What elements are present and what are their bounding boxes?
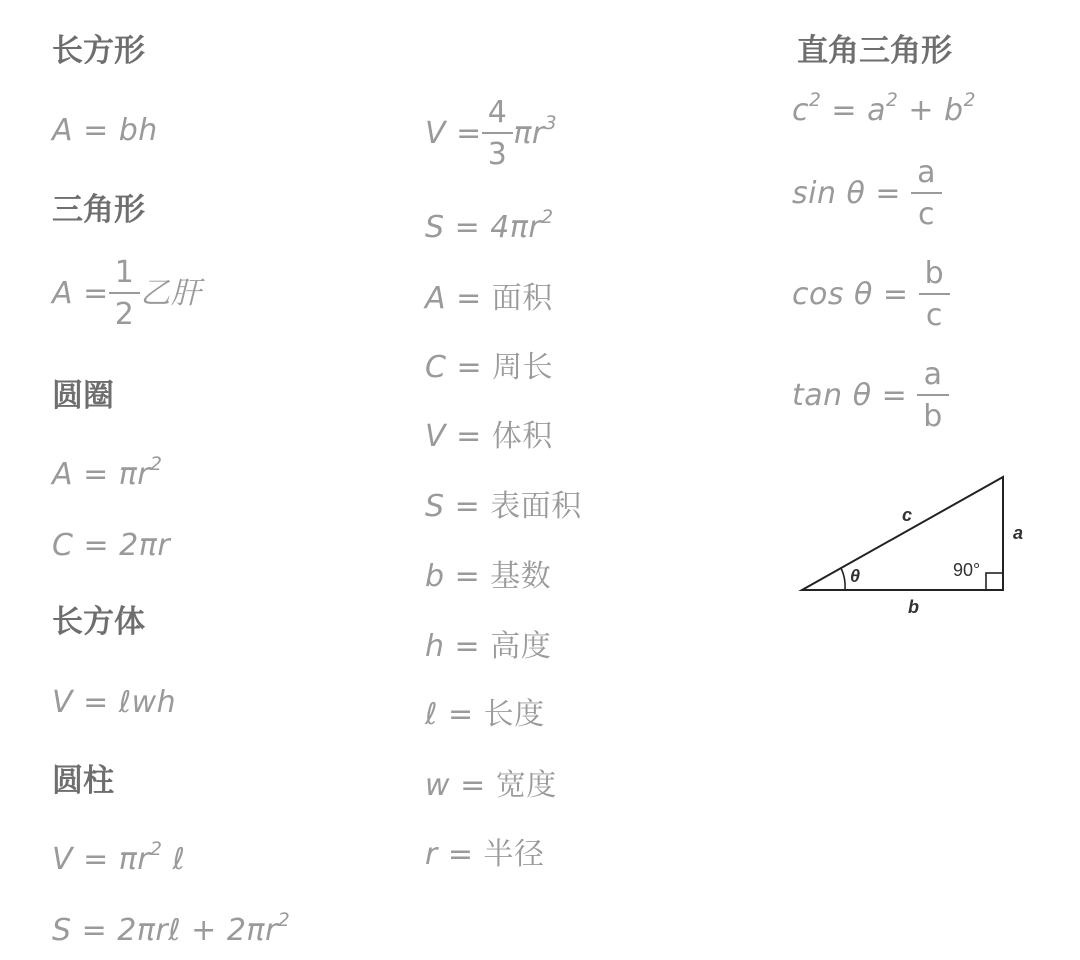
rectangle-heading: 长方形	[52, 33, 145, 69]
definition-text: = 周长	[446, 350, 554, 385]
circle-area-formula	[52, 454, 163, 492]
sine-formula	[792, 155, 942, 232]
adjacent-side-label: b	[908, 597, 919, 617]
triangle-heading: 三角形	[52, 192, 145, 228]
definition-volume	[425, 419, 553, 454]
pythag-exp-2: 2	[885, 90, 899, 112]
formula-exponent: 2	[150, 454, 163, 476]
trig-function: cos θ	[792, 277, 873, 312]
pythag-eq: =	[821, 93, 868, 128]
definition-text: = 长度	[437, 697, 545, 732]
formula-eq: =	[444, 210, 491, 245]
definition-text: = 宽度	[450, 768, 557, 803]
formula-eq: =	[73, 113, 119, 148]
fraction-denominator: 2	[114, 297, 135, 332]
formula-lhs: C	[52, 528, 74, 563]
definition-surface-area	[425, 489, 582, 524]
pythag-b: b	[944, 93, 964, 128]
formula-eq: =	[73, 457, 119, 492]
formula-rhs: πr	[118, 842, 151, 877]
definition-area	[425, 281, 553, 316]
cylinder-surface-formula	[52, 910, 291, 948]
formula-lhs: A	[52, 113, 74, 148]
definition-symbol: C	[425, 350, 447, 385]
formula-rhs: bh	[118, 113, 158, 148]
circle-heading: 圆圈	[52, 378, 114, 414]
trig-eq: =	[865, 176, 912, 211]
pythag-a: a	[867, 93, 886, 128]
hypotenuse-label: c	[902, 505, 913, 525]
formula-tail: ℓ	[162, 842, 186, 877]
circle-circumference-formula	[52, 528, 171, 563]
tangent-formula	[792, 357, 949, 434]
formula-exponent: 2	[277, 910, 291, 932]
formula-lhs: A	[52, 457, 74, 492]
trig-eq: =	[871, 378, 918, 413]
definition-symbol: h	[425, 629, 445, 664]
formula-lhs: S	[425, 210, 445, 245]
pythag-c: c	[792, 93, 809, 128]
formula-lhs: V	[52, 842, 74, 877]
definition-symbol: w	[425, 768, 451, 803]
cuboid-volume-formula	[52, 685, 177, 720]
formula-rhs: 4πr	[490, 210, 542, 245]
pythag-exp-3: 2	[963, 90, 976, 112]
trig-eq: =	[872, 277, 919, 312]
formula-eq: =	[73, 528, 120, 563]
theta-arc	[841, 568, 845, 590]
cuboid-heading: 长方体	[52, 604, 145, 640]
definition-perimeter	[425, 350, 554, 385]
cosine-formula	[792, 256, 950, 333]
fraction-numerator: b	[919, 259, 951, 295]
pythag-plus: +	[898, 93, 945, 128]
formula-exponent: 2	[150, 839, 163, 861]
triangle-area-formula	[52, 255, 202, 332]
cylinder-volume-formula	[52, 839, 186, 877]
four-thirds-fraction	[482, 95, 514, 172]
formula-eq: =	[73, 276, 109, 311]
formula-rhs: πr	[513, 116, 545, 151]
definition-text: = 体积	[446, 419, 553, 454]
fraction-numerator: 4	[482, 98, 514, 134]
formula-eq: =	[73, 842, 119, 877]
definition-text: = 高度	[444, 629, 552, 664]
formula-eq: =	[71, 913, 118, 948]
definition-width	[425, 768, 557, 803]
definition-symbol: ℓ	[425, 697, 438, 732]
definition-symbol: b	[425, 559, 445, 594]
fraction-denominator: c	[925, 298, 943, 333]
fraction-denominator: c	[918, 197, 936, 232]
opposite-side-label: a	[1013, 523, 1024, 543]
formula-rhs: ℓwh	[118, 685, 177, 720]
cylinder-heading: 圆柱	[52, 763, 114, 799]
cosine-fraction	[919, 256, 951, 333]
formula-eq: =	[446, 116, 482, 151]
definition-symbol: r	[425, 837, 438, 872]
definition-base	[425, 559, 552, 594]
formula-rhs: πr	[118, 457, 151, 492]
trig-function: tan θ	[792, 378, 872, 413]
theta-label: θ	[850, 566, 861, 586]
definition-text: = 表面积	[444, 489, 582, 524]
right-angle-label: 90°	[953, 560, 981, 580]
fraction-numerator: a	[917, 360, 949, 396]
formula-lhs: V	[52, 685, 74, 720]
right-triangle-diagram	[790, 465, 1050, 625]
sine-fraction	[911, 155, 942, 232]
formula-lhs: V	[425, 116, 447, 151]
one-half-fraction	[109, 255, 141, 332]
formula-lhs: A	[52, 276, 74, 311]
definition-text: = 基数	[444, 559, 552, 594]
definition-symbol: V	[425, 419, 447, 454]
rectangle-area-formula	[52, 113, 158, 148]
sphere-surface-formula	[425, 207, 554, 245]
tangent-fraction	[917, 357, 949, 434]
fraction-denominator: b	[923, 399, 943, 434]
formula-exponent: 3	[544, 112, 558, 134]
definition-radius	[425, 837, 545, 872]
definition-text: = 面积	[446, 281, 553, 316]
formula-exponent: 2	[541, 207, 554, 229]
pythag-exp-1: 2	[809, 90, 822, 112]
sphere-volume-formula	[425, 95, 558, 172]
formula-lhs: S	[52, 913, 72, 948]
right-angle-marker	[986, 573, 1003, 590]
definition-length	[425, 697, 545, 732]
fraction-numerator: 1	[109, 258, 141, 294]
pythagorean-formula	[792, 90, 976, 128]
definition-height	[425, 629, 552, 664]
fraction-denominator: 3	[487, 137, 508, 172]
definition-symbol: A	[425, 281, 447, 316]
right-triangle-heading: 直角三角形	[797, 33, 952, 69]
definition-text: = 半径	[437, 837, 545, 872]
definition-symbol: S	[425, 489, 445, 524]
formula-rhs: 2πr	[119, 528, 171, 563]
formula-rhs: 乙肝	[140, 276, 202, 311]
formula-eq: =	[73, 685, 119, 720]
fraction-numerator: a	[911, 158, 942, 194]
trig-function: sin θ	[792, 176, 866, 211]
formula-rhs: 2πrℓ + 2πr	[117, 913, 278, 948]
